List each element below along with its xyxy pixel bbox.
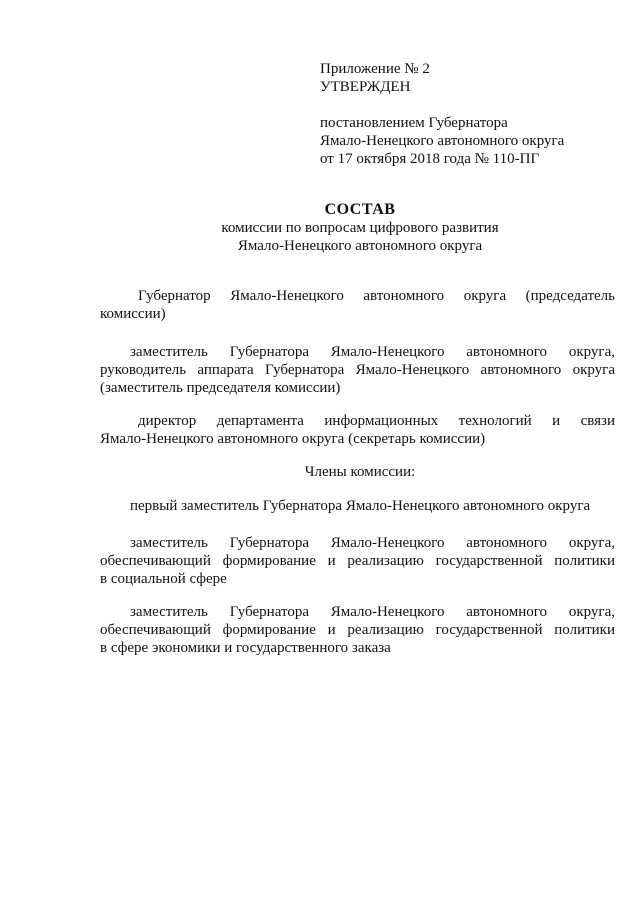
- entry-first-line: Губернатор Ямало-Ненецкого автономного округа (председатель: [138, 288, 615, 304]
- approval-line-2: Ямало-Ненецкого автономного округа: [320, 133, 565, 149]
- subtitle-line-1: комиссии по вопросам цифрового развития: [221, 220, 499, 236]
- entry-first-line: заместитель Губернатора Ямало-Ненецкого автономного округа,: [130, 604, 615, 620]
- approved-label: УТВЕРЖДЕН: [320, 79, 411, 95]
- leadership-entry-secretary: [100, 412, 615, 448]
- document-title: СОСТАВ: [324, 201, 396, 218]
- entry-rest-line: (заместитель председателя комиссии): [100, 380, 341, 396]
- entry-rest-line: комиссии): [100, 306, 166, 322]
- entry-second-line: обеспечивающий формирование и реализацию государственной политики: [100, 553, 615, 569]
- leadership-entry-deputy-chair: [100, 343, 615, 397]
- entry-second-line: руководитель аппарата Губернатора Ямало-Ненецкого автономного округа: [100, 362, 615, 378]
- subtitle-line-2: Ямало-Ненецкого автономного округа: [237, 238, 483, 254]
- entry-second-line: обеспечивающий формирование и реализацию государственной политики: [100, 622, 615, 638]
- members-heading: Члены комиссии:: [304, 464, 416, 480]
- document-subtitle: [40, 219, 640, 255]
- leadership-entry-chair: [100, 287, 615, 323]
- entry-rest-line: в сфере экономики и государственного заказа: [100, 640, 391, 656]
- member-entry-economy: [100, 603, 615, 657]
- member-entry-social: [100, 534, 615, 588]
- approval-line-3: от 17 октября 2018 года № 110-ПГ: [320, 151, 540, 167]
- entry-first-line: директор департамента информационных технологий и связи: [138, 413, 615, 429]
- entry-rest-line: в социальной сфере: [100, 571, 227, 587]
- approval-block: [320, 60, 610, 168]
- entry-rest-line: Ямало-Ненецкого автономного округа (секретарь комиссии): [100, 431, 486, 447]
- entry-first-line: заместитель Губернатора Ямало-Ненецкого автономного округа,: [130, 535, 615, 551]
- appendix-label: Приложение № 2: [320, 61, 430, 77]
- entry-first-line: заместитель Губернатора Ямало-Ненецкого автономного округа,: [130, 344, 615, 360]
- approval-line-1: постановлением Губернатора: [320, 115, 508, 131]
- member-first-deputy: первый заместитель Губернатора Ямало-Ненецкого автономного округа: [130, 498, 591, 514]
